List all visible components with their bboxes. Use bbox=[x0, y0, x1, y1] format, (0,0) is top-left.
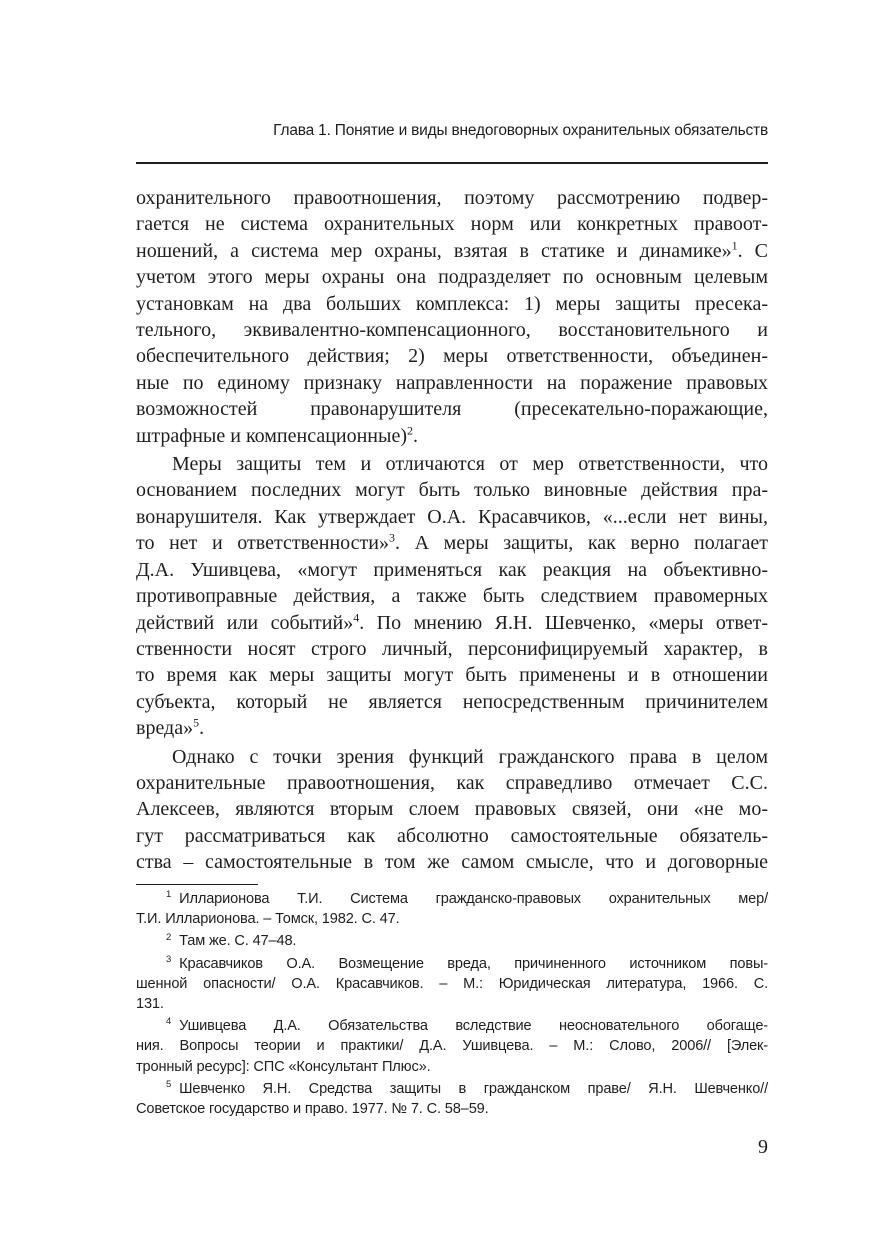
footnote bbox=[136, 889, 768, 929]
text-segment: учетом этого меры охраны она подразделяет по основным целевым bbox=[136, 266, 768, 289]
footnote-line bbox=[136, 909, 768, 929]
text-line bbox=[136, 423, 768, 449]
text-line bbox=[136, 185, 768, 211]
text-segment: гается не система охранительных норм или конкретных правоот- bbox=[136, 213, 768, 236]
text-segment: Меры защиты тем и отличаются от мер ответственности, что bbox=[172, 453, 768, 476]
footnote-text: Шевченко Я.Н. Средства защиты в гражданском праве/ Я.Н. Шевченко// bbox=[179, 1080, 768, 1097]
footnotes bbox=[136, 889, 768, 1121]
footnote-number: 3 bbox=[166, 953, 172, 965]
footnote-reference[interactable]: 1 bbox=[731, 238, 738, 253]
text-segment: гут рассматриваться как абсолютно самостоятельные обязатель- bbox=[136, 824, 768, 847]
footnote-line bbox=[136, 931, 768, 951]
text-line bbox=[136, 370, 768, 396]
running-header-title: Глава 1. Понятие и виды внедоговорных охранительных обязательств bbox=[273, 122, 768, 139]
paragraph bbox=[136, 185, 768, 449]
text-line bbox=[136, 636, 768, 662]
paragraph bbox=[136, 744, 768, 876]
footnote-text: Илларионова Т.И. Система гражданско-правовых охранительных мер/ bbox=[179, 891, 768, 907]
text-segment: противоправные действия, а также быть следствием правомерных bbox=[136, 585, 768, 608]
text-line bbox=[136, 689, 768, 715]
footnote-text: Ушивцева Д.А. Обязательства вследствие неосновательного обогаще- bbox=[179, 1018, 768, 1035]
text-line bbox=[136, 796, 768, 822]
footnote-line bbox=[136, 974, 768, 994]
body-text bbox=[136, 185, 768, 878]
text-segment: . bbox=[413, 424, 418, 447]
text-segment: ства – самостоятельные в том же самом смысле, что и договорные bbox=[136, 851, 768, 874]
footnote-text: Там же. С. 47–48. bbox=[179, 933, 297, 950]
text-segment: . А меры защиты, как верно полагает bbox=[395, 532, 768, 555]
text-segment: Д.А. Ушивцева, «могут применяться как реакция на объективно- bbox=[136, 558, 768, 581]
text-line bbox=[136, 238, 768, 264]
text-segment: охранительного правоотношения, поэтому рассмотрению подвер- bbox=[136, 187, 768, 209]
footnote-text: шенной опасности/ О.А. Красавчиков. – М.: Юридическая литература, 1966. С. bbox=[136, 975, 768, 992]
footnote-line bbox=[136, 889, 768, 909]
footnote-number: 1 bbox=[166, 889, 172, 901]
text-segment: . bbox=[199, 717, 205, 740]
text-line bbox=[136, 557, 768, 583]
footnote-text: Т.И. Илларионова. – Томск, 1982. С. 47. bbox=[136, 911, 400, 928]
text-segment: вреда» bbox=[136, 717, 194, 740]
text-segment: Алексеев, являются вторым слоем правовых связей, они «не мо- bbox=[136, 798, 768, 821]
text-segment: . По мнению Я.Н. Шевченко, «меры ответ- bbox=[359, 611, 768, 634]
text-line bbox=[136, 610, 768, 636]
footnote-line bbox=[136, 1016, 768, 1036]
text-line bbox=[136, 849, 768, 875]
text-segment: ношений, а система мер охраны, взятая в статике и динамике» bbox=[136, 239, 732, 262]
text-segment: действий или событий» bbox=[136, 611, 354, 634]
footnote-reference[interactable]: 5 bbox=[193, 715, 200, 730]
footnote-text: Красавчиков О.А. Возмещение вреда, причиненного источником повы- bbox=[179, 955, 768, 972]
footnote-line bbox=[136, 1099, 768, 1119]
text-segment: ственности носят строго личный, персонифицируемый характер, в bbox=[136, 637, 768, 660]
text-line bbox=[136, 477, 768, 503]
text-segment: субъекта, который не является непосредственным причинителем bbox=[136, 690, 768, 713]
footnote bbox=[136, 954, 768, 1015]
footnote-line bbox=[136, 1036, 768, 1056]
text-line bbox=[136, 662, 768, 688]
header-rule bbox=[136, 162, 768, 164]
text-line bbox=[136, 715, 768, 741]
footnote bbox=[136, 1016, 768, 1077]
text-segment: штрафные и компенсационные) bbox=[136, 424, 407, 447]
text-line bbox=[136, 211, 768, 237]
text-line bbox=[136, 264, 768, 290]
page-number: 9 bbox=[758, 1136, 768, 1158]
text-segment: то нет и ответственности» bbox=[136, 532, 390, 555]
text-segment: основанием последних могут быть только виновные действия пра- bbox=[136, 479, 768, 502]
text-segment: возможностей правонарушителя (пресекательно-поражающие, bbox=[136, 398, 768, 421]
text-segment: тельного, эквивалентно-компенсационного, восстановительного и bbox=[136, 319, 768, 342]
text-segment: охранительные правоотношения, как справедливо отмечает С.С. bbox=[136, 771, 768, 794]
footnote bbox=[136, 1079, 768, 1119]
footnote-text: ния. Вопросы теории и практики/ Д.А. Ушивцева. – М.: Слово, 2006// [Элек- bbox=[136, 1038, 768, 1055]
text-line bbox=[136, 823, 768, 849]
text-line bbox=[136, 583, 768, 609]
text-line bbox=[136, 317, 768, 343]
footnote-line bbox=[136, 954, 768, 974]
text-line bbox=[136, 504, 768, 530]
footnote-reference[interactable]: 2 bbox=[407, 423, 413, 437]
footnote-text: Советское государство и право. 1977. № 7. С. 58–59. bbox=[136, 1101, 489, 1118]
text-segment: обеспечительного действия; 2) меры ответственности, объединен- bbox=[136, 345, 768, 368]
text-line bbox=[136, 291, 768, 317]
footnote-number: 4 bbox=[166, 1016, 172, 1028]
text-segment: то время как меры защиты могут быть применены и в отношении bbox=[136, 664, 768, 687]
footnote-line bbox=[136, 1079, 768, 1099]
text-segment: . С bbox=[737, 239, 768, 262]
footnote bbox=[136, 931, 768, 951]
text-line bbox=[136, 396, 768, 422]
footnote-line bbox=[136, 994, 768, 1014]
text-line bbox=[136, 343, 768, 369]
footnote-reference[interactable]: 4 bbox=[353, 609, 360, 624]
footnote-number: 2 bbox=[166, 931, 172, 943]
footnote-reference[interactable]: 3 bbox=[389, 530, 396, 545]
footnote-number: 5 bbox=[166, 1078, 172, 1090]
text-line bbox=[136, 451, 768, 477]
text-line bbox=[136, 744, 768, 770]
text-segment: установкам на два больших комплекса: 1) меры защиты пресека- bbox=[136, 292, 768, 315]
paragraph bbox=[136, 451, 768, 741]
footnote-text: 131. bbox=[136, 996, 164, 1013]
footnote-line bbox=[136, 1057, 768, 1077]
text-segment: вонарушителя. Как утверждает О.А. Красавчиков, «...если нет вины, bbox=[136, 505, 768, 528]
footnote-text: тронный ресурс]: СПС «Консультант Плюс». bbox=[136, 1058, 431, 1075]
text-segment: Однако с точки зрения функций гражданского права в целом bbox=[172, 745, 768, 768]
text-line bbox=[136, 530, 768, 556]
text-segment: ные по единому признаку направленности на поражение правовых bbox=[136, 371, 768, 394]
text-line bbox=[136, 770, 768, 796]
footnote-separator bbox=[136, 884, 258, 885]
